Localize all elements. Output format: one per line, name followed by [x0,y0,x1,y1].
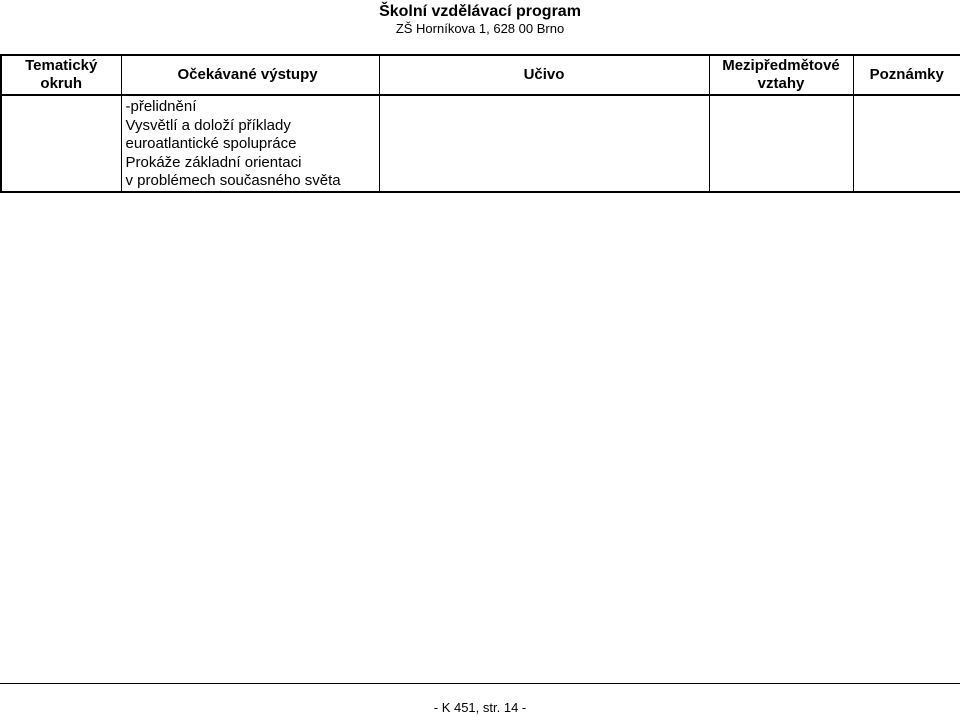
column-header-cross-curricular-line-2: vztahy [757,75,805,92]
column-header-thematic-area-line-1: Tematický [25,57,98,74]
column-header-notes: Poznámky [853,55,960,95]
outcome-line: Vysvětlí a doloží příklady [125,116,291,134]
page-number: - K 451, str. 14 - [433,700,527,715]
outcome-line: -přelidnění [125,98,197,115]
school-address: ZŠ Horníkova 1, 628 00 Brno [395,21,565,36]
column-header-cross-curricular [709,55,853,95]
table-header-row [1,55,960,95]
cell-cross-curricular [709,95,853,192]
footer-divider [0,683,960,684]
cell-expected-outcomes [121,95,379,192]
curriculum-table [0,54,960,193]
column-header-thematic-area [1,55,121,95]
document-header [0,0,960,37]
outcome-line: v problémech současného světa [125,172,341,189]
document-title: Školní vzdělávací program [379,3,581,20]
column-header-expected-outcomes: Očekávané výstupy [121,55,379,95]
column-header-cross-curricular-line-1: Mezipředmětové [722,57,840,74]
outcome-line: Prokáže základní orientaci [125,153,302,171]
cell-thematic-area [1,95,121,192]
cell-curriculum [379,95,709,192]
cell-notes [853,95,960,192]
table-row [1,95,960,192]
column-header-thematic-area-line-2: okruh [40,75,83,92]
outcome-line: euroatlantické spolupráce [125,135,297,152]
column-header-curriculum: Učivo [379,55,709,95]
